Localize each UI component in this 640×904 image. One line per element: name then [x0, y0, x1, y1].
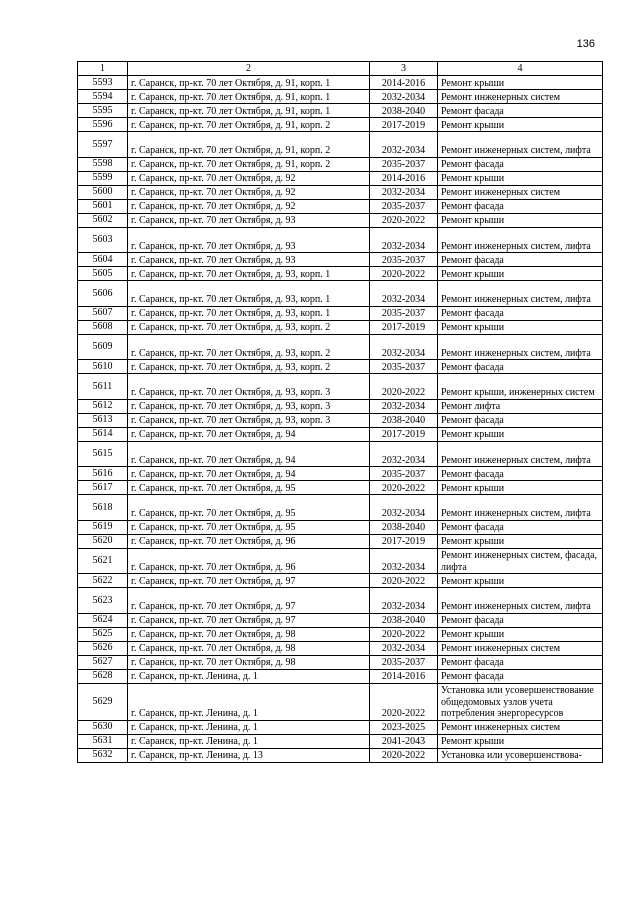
table-row — [78, 441, 603, 467]
period-cell: 2014-2016 — [370, 669, 438, 683]
table-row — [78, 374, 603, 400]
period-cell: 2035-2037 — [370, 655, 438, 669]
period-cell: 2032-2034 — [370, 441, 438, 467]
table-row — [78, 655, 603, 669]
work-type-cell: Ремонт фасада — [438, 655, 603, 669]
row-number-cell: 5623 — [78, 588, 128, 614]
table-row — [78, 360, 603, 374]
period-cell: 2038-2040 — [370, 104, 438, 118]
column-header: 3 — [370, 62, 438, 76]
work-type-cell: Установка или усовершенствование общедомовых узлов учета потребления энергоресурсов — [438, 683, 603, 720]
address-cell: г. Саранск, пр-кт. 70 лет Октября, д. 91, корп. 2 — [128, 118, 370, 132]
row-number-cell: 5632 — [78, 748, 128, 762]
table-row — [78, 171, 603, 185]
page-number: 136 — [576, 38, 595, 50]
period-cell: 2032-2034 — [370, 227, 438, 253]
row-number-cell: 5596 — [78, 118, 128, 132]
row-number-cell: 5597 — [78, 132, 128, 158]
address-cell: г. Саранск, пр-кт. Ленина, д. 1 — [128, 734, 370, 748]
address-cell: г. Саранск, пр-кт. 70 лет Октября, д. 94 — [128, 441, 370, 467]
period-cell: 2017-2019 — [370, 118, 438, 132]
address-cell: г. Саранск, пр-кт. 70 лет Октября, д. 91, корп. 2 — [128, 132, 370, 158]
address-cell: г. Саранск, пр-кт. 70 лет Октября, д. 91, корп. 1 — [128, 90, 370, 104]
address-cell: г. Саранск, пр-кт. 70 лет Октября, д. 97 — [128, 613, 370, 627]
row-number-cell: 5599 — [78, 171, 128, 185]
period-cell: 2032-2034 — [370, 399, 438, 413]
address-cell: г. Саранск, пр-кт. 70 лет Октября, д. 93, корп. 3 — [128, 374, 370, 400]
row-number-cell: 5611 — [78, 374, 128, 400]
period-cell: 2014-2016 — [370, 76, 438, 90]
row-number-cell: 5598 — [78, 157, 128, 171]
address-cell: г. Саранск, пр-кт. 70 лет Октября, д. 98 — [128, 655, 370, 669]
address-cell: г. Саранск, пр-кт. 70 лет Октября, д. 95 — [128, 495, 370, 521]
row-number-cell: 5627 — [78, 655, 128, 669]
period-cell: 2032-2034 — [370, 334, 438, 360]
row-number-cell: 5595 — [78, 104, 128, 118]
work-type-cell: Ремонт инженерных систем, лифта — [438, 441, 603, 467]
work-type-cell: Ремонт фасада — [438, 467, 603, 481]
work-type-cell: Ремонт крыши — [438, 627, 603, 641]
address-cell: г. Саранск, пр-кт. 70 лет Октября, д. 93, корп. 3 — [128, 399, 370, 413]
work-type-cell: Ремонт фасада — [438, 199, 603, 213]
period-cell: 2032-2034 — [370, 185, 438, 199]
table-header-row — [78, 62, 603, 76]
period-cell: 2020-2022 — [370, 574, 438, 588]
row-number-cell: 5593 — [78, 76, 128, 90]
row-number-cell: 5606 — [78, 281, 128, 307]
work-type-cell: Ремонт инженерных систем — [438, 185, 603, 199]
period-cell: 2035-2037 — [370, 467, 438, 481]
table-row — [78, 520, 603, 534]
work-type-cell: Ремонт фасада — [438, 413, 603, 427]
row-number-cell: 5607 — [78, 306, 128, 320]
period-cell: 2017-2019 — [370, 320, 438, 334]
period-cell: 2035-2037 — [370, 157, 438, 171]
row-number-cell: 5610 — [78, 360, 128, 374]
work-type-cell: Ремонт инженерных систем — [438, 720, 603, 734]
row-number-cell: 5605 — [78, 267, 128, 281]
table-body — [78, 76, 603, 763]
period-cell: 2023-2025 — [370, 720, 438, 734]
work-type-cell: Установка или усовершенствова- — [438, 748, 603, 762]
table-row — [78, 495, 603, 521]
address-cell: г. Саранск, пр-кт. 70 лет Октября, д. 96 — [128, 548, 370, 574]
table-row — [78, 334, 603, 360]
address-cell: г. Саранск, пр-кт. 70 лет Октября, д. 93, корп. 1 — [128, 281, 370, 307]
table-row — [78, 118, 603, 132]
capital-repair-table — [77, 61, 603, 763]
column-header: 2 — [128, 62, 370, 76]
table-row — [78, 132, 603, 158]
period-cell: 2020-2022 — [370, 267, 438, 281]
address-cell: г. Саранск, пр-кт. 70 лет Октября, д. 93, корп. 1 — [128, 306, 370, 320]
table-row — [78, 641, 603, 655]
period-cell: 2032-2034 — [370, 588, 438, 614]
period-cell: 2035-2037 — [370, 360, 438, 374]
table-row — [78, 267, 603, 281]
period-cell: 2032-2034 — [370, 495, 438, 521]
period-cell: 2020-2022 — [370, 374, 438, 400]
row-number-cell: 5628 — [78, 669, 128, 683]
row-number-cell: 5625 — [78, 627, 128, 641]
address-cell: г. Саранск, пр-кт. 70 лет Октября, д. 91, корп. 1 — [128, 104, 370, 118]
work-type-cell: Ремонт крыши — [438, 427, 603, 441]
table-row — [78, 306, 603, 320]
table-row — [78, 574, 603, 588]
period-cell: 2038-2040 — [370, 613, 438, 627]
period-cell: 2038-2040 — [370, 520, 438, 534]
table-row — [78, 281, 603, 307]
work-type-cell: Ремонт крыши — [438, 171, 603, 185]
table-row — [78, 157, 603, 171]
period-cell: 2035-2037 — [370, 253, 438, 267]
work-type-cell: Ремонт крыши, инженерных систем — [438, 374, 603, 400]
address-cell: г. Саранск, пр-кт. 70 лет Октября, д. 92 — [128, 185, 370, 199]
work-type-cell: Ремонт фасада — [438, 669, 603, 683]
address-cell: г. Саранск, пр-кт. 70 лет Октября, д. 94 — [128, 467, 370, 481]
row-number-cell: 5601 — [78, 199, 128, 213]
row-number-cell: 5630 — [78, 720, 128, 734]
table-row — [78, 467, 603, 481]
table-row — [78, 548, 603, 574]
table-row — [78, 399, 603, 413]
period-cell: 2020-2022 — [370, 748, 438, 762]
address-cell: г. Саранск, пр-кт. Ленина, д. 1 — [128, 683, 370, 720]
row-number-cell: 5616 — [78, 467, 128, 481]
row-number-cell: 5626 — [78, 641, 128, 655]
row-number-cell: 5631 — [78, 734, 128, 748]
row-number-cell: 5621 — [78, 548, 128, 574]
row-number-cell: 5609 — [78, 334, 128, 360]
row-number-cell: 5617 — [78, 481, 128, 495]
period-cell: 2020-2022 — [370, 213, 438, 227]
row-number-cell: 5604 — [78, 253, 128, 267]
period-cell: 2020-2022 — [370, 683, 438, 720]
table-row — [78, 76, 603, 90]
row-number-cell: 5613 — [78, 413, 128, 427]
period-cell: 2020-2022 — [370, 481, 438, 495]
work-type-cell: Ремонт инженерных систем — [438, 641, 603, 655]
address-cell: г. Саранск, пр-кт. 70 лет Октября, д. 93, корп. 2 — [128, 334, 370, 360]
column-header: 1 — [78, 62, 128, 76]
row-number-cell: 5622 — [78, 574, 128, 588]
address-cell: г. Саранск, пр-кт. 70 лет Октября, д. 96 — [128, 534, 370, 548]
address-cell: г. Саранск, пр-кт. 70 лет Октября, д. 91, корп. 2 — [128, 157, 370, 171]
address-cell: г. Саранск, пр-кт. 70 лет Октября, д. 93, корп. 1 — [128, 267, 370, 281]
row-number-cell: 5615 — [78, 441, 128, 467]
work-type-cell: Ремонт крыши — [438, 76, 603, 90]
address-cell: г. Саранск, пр-кт. Ленина, д. 1 — [128, 720, 370, 734]
period-cell: 2017-2019 — [370, 427, 438, 441]
row-number-cell: 5600 — [78, 185, 128, 199]
table-row — [78, 253, 603, 267]
address-cell: г. Саранск, пр-кт. 70 лет Октября, д. 97 — [128, 574, 370, 588]
table-row — [78, 104, 603, 118]
table-row — [78, 588, 603, 614]
row-number-cell: 5608 — [78, 320, 128, 334]
work-type-cell: Ремонт инженерных систем, лифта — [438, 132, 603, 158]
address-cell: г. Саранск, пр-кт. 70 лет Октября, д. 93 — [128, 253, 370, 267]
period-cell: 2032-2034 — [370, 132, 438, 158]
period-cell: 2017-2019 — [370, 534, 438, 548]
row-number-cell: 5602 — [78, 213, 128, 227]
table-row — [78, 534, 603, 548]
period-cell: 2041-2043 — [370, 734, 438, 748]
table-row — [78, 613, 603, 627]
work-type-cell: Ремонт инженерных систем, фасада, лифта — [438, 548, 603, 574]
address-cell: г. Саранск, пр-кт. 70 лет Октября, д. 92 — [128, 199, 370, 213]
address-cell: г. Саранск, пр-кт. 70 лет Октября, д. 98 — [128, 627, 370, 641]
address-cell: г. Саранск, пр-кт. 70 лет Октября, д. 94 — [128, 427, 370, 441]
work-type-cell: Ремонт фасада — [438, 520, 603, 534]
work-type-cell: Ремонт крыши — [438, 481, 603, 495]
table-row — [78, 627, 603, 641]
row-number-cell: 5603 — [78, 227, 128, 253]
address-cell: г. Саранск, пр-кт. 70 лет Октября, д. 95 — [128, 520, 370, 534]
address-cell: г. Саранск, пр-кт. 70 лет Октября, д. 93, корп. 2 — [128, 360, 370, 374]
work-type-cell: Ремонт крыши — [438, 574, 603, 588]
row-number-cell: 5612 — [78, 399, 128, 413]
table-row — [78, 227, 603, 253]
period-cell: 2038-2040 — [370, 413, 438, 427]
address-cell: г. Саранск, пр-кт. Ленина, д. 1 — [128, 669, 370, 683]
work-type-cell: Ремонт крыши — [438, 213, 603, 227]
row-number-cell: 5614 — [78, 427, 128, 441]
work-type-cell: Ремонт крыши — [438, 320, 603, 334]
row-number-cell: 5618 — [78, 495, 128, 521]
row-number-cell: 5594 — [78, 90, 128, 104]
table-row — [78, 734, 603, 748]
work-type-cell: Ремонт инженерных систем — [438, 90, 603, 104]
period-cell: 2032-2034 — [370, 641, 438, 655]
work-type-cell: Ремонт инженерных систем, лифта — [438, 227, 603, 253]
column-header: 4 — [438, 62, 603, 76]
address-cell: г. Саранск, пр-кт. 70 лет Октября, д. 93, корп. 3 — [128, 413, 370, 427]
period-cell: 2014-2016 — [370, 171, 438, 185]
address-cell: г. Саранск, пр-кт. 70 лет Октября, д. 93 — [128, 213, 370, 227]
work-type-cell: Ремонт фасада — [438, 104, 603, 118]
work-type-cell: Ремонт инженерных систем, лифта — [438, 588, 603, 614]
address-cell: г. Саранск, пр-кт. 70 лет Октября, д. 95 — [128, 481, 370, 495]
period-cell: 2035-2037 — [370, 306, 438, 320]
table-row — [78, 481, 603, 495]
row-number-cell: 5620 — [78, 534, 128, 548]
work-type-cell: Ремонт фасада — [438, 253, 603, 267]
table-row — [78, 90, 603, 104]
work-type-cell: Ремонт фасада — [438, 360, 603, 374]
table-row — [78, 185, 603, 199]
address-cell: г. Саранск, пр-кт. 70 лет Октября, д. 97 — [128, 588, 370, 614]
work-type-cell: Ремонт инженерных систем, лифта — [438, 281, 603, 307]
row-number-cell: 5624 — [78, 613, 128, 627]
work-type-cell: Ремонт фасада — [438, 157, 603, 171]
work-type-cell: Ремонт крыши — [438, 734, 603, 748]
table-row — [78, 683, 603, 720]
work-type-cell: Ремонт крыши — [438, 534, 603, 548]
address-cell: г. Саранск, пр-кт. 70 лет Октября, д. 91, корп. 1 — [128, 76, 370, 90]
work-type-cell: Ремонт лифта — [438, 399, 603, 413]
period-cell: 2035-2037 — [370, 199, 438, 213]
work-type-cell: Ремонт инженерных систем, лифта — [438, 495, 603, 521]
table-row — [78, 427, 603, 441]
period-cell: 2020-2022 — [370, 627, 438, 641]
work-type-cell: Ремонт крыши — [438, 267, 603, 281]
table-row — [78, 413, 603, 427]
address-cell: г. Саранск, пр-кт. 70 лет Октября, д. 98 — [128, 641, 370, 655]
table-row — [78, 213, 603, 227]
address-cell: г. Саранск, пр-кт. 70 лет Октября, д. 93 — [128, 227, 370, 253]
address-cell: г. Саранск, пр-кт. Ленина, д. 13 — [128, 748, 370, 762]
period-cell: 2032-2034 — [370, 281, 438, 307]
work-type-cell: Ремонт фасада — [438, 613, 603, 627]
row-number-cell: 5619 — [78, 520, 128, 534]
address-cell: г. Саранск, пр-кт. 70 лет Октября, д. 93, корп. 2 — [128, 320, 370, 334]
table-row — [78, 669, 603, 683]
period-cell: 2032-2034 — [370, 90, 438, 104]
table-row — [78, 320, 603, 334]
work-type-cell: Ремонт инженерных систем, лифта — [438, 334, 603, 360]
table-row — [78, 199, 603, 213]
work-type-cell: Ремонт крыши — [438, 118, 603, 132]
row-number-cell: 5629 — [78, 683, 128, 720]
address-cell: г. Саранск, пр-кт. 70 лет Октября, д. 92 — [128, 171, 370, 185]
period-cell: 2032-2034 — [370, 548, 438, 574]
work-type-cell: Ремонт фасада — [438, 306, 603, 320]
table-row — [78, 720, 603, 734]
table-row — [78, 748, 603, 762]
